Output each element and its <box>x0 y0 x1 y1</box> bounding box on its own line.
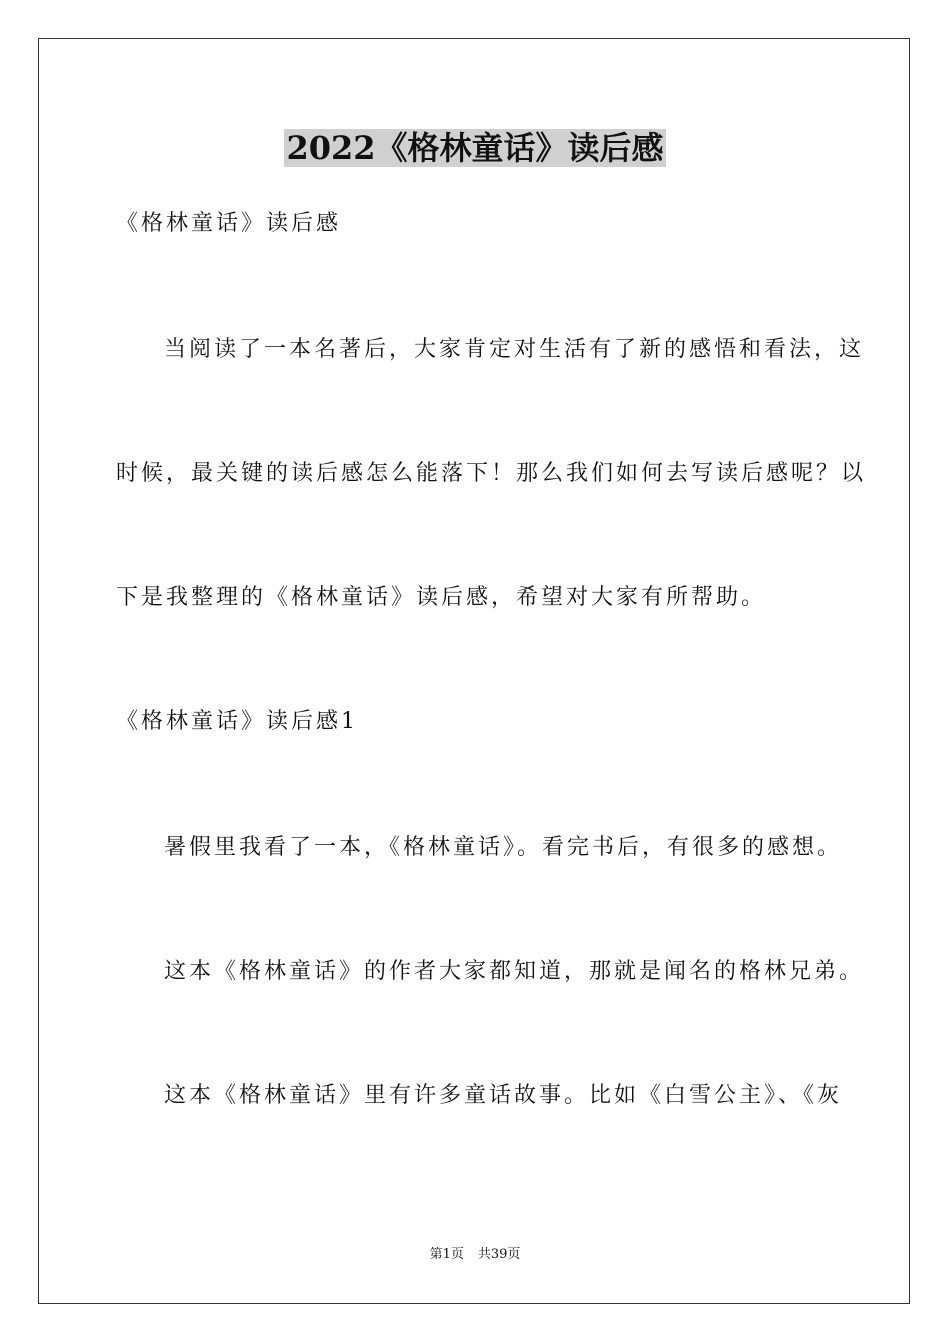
paragraph-line: 下是我整理的《格林童话》读后感，希望对大家有所帮助。 <box>116 585 767 610</box>
paragraph-line: 暑假里我看了一本，《格林童话》。看完书后，有很多的感想。 <box>164 835 843 860</box>
page-footer <box>0 1245 950 1265</box>
page-total: 共39页 <box>477 1247 521 1262</box>
document-title <box>0 126 950 170</box>
paragraph-line: 这本《格林童话》里有许多童话故事。比如《白雪公主》、《灰 <box>164 1083 843 1108</box>
page-number: 第1页 <box>429 1247 464 1262</box>
paragraph-line: 这本《格林童话》的作者大家都知道，那就是闻名的格林兄弟。 <box>164 959 865 984</box>
document-title-text: 2022《格林童话》读后感 <box>286 129 664 167</box>
paragraph-line: 时候，最关键的读后感怎么能落下！那么我们如何去写读后感呢？以 <box>116 461 867 486</box>
section-heading: 《格林童话》读后感1 <box>116 709 358 734</box>
subtitle-line: 《格林童话》读后感 <box>116 211 342 236</box>
paragraph-line: 当阅读了一本名著后，大家肯定对生活有了新的感悟和看法，这 <box>164 337 865 362</box>
